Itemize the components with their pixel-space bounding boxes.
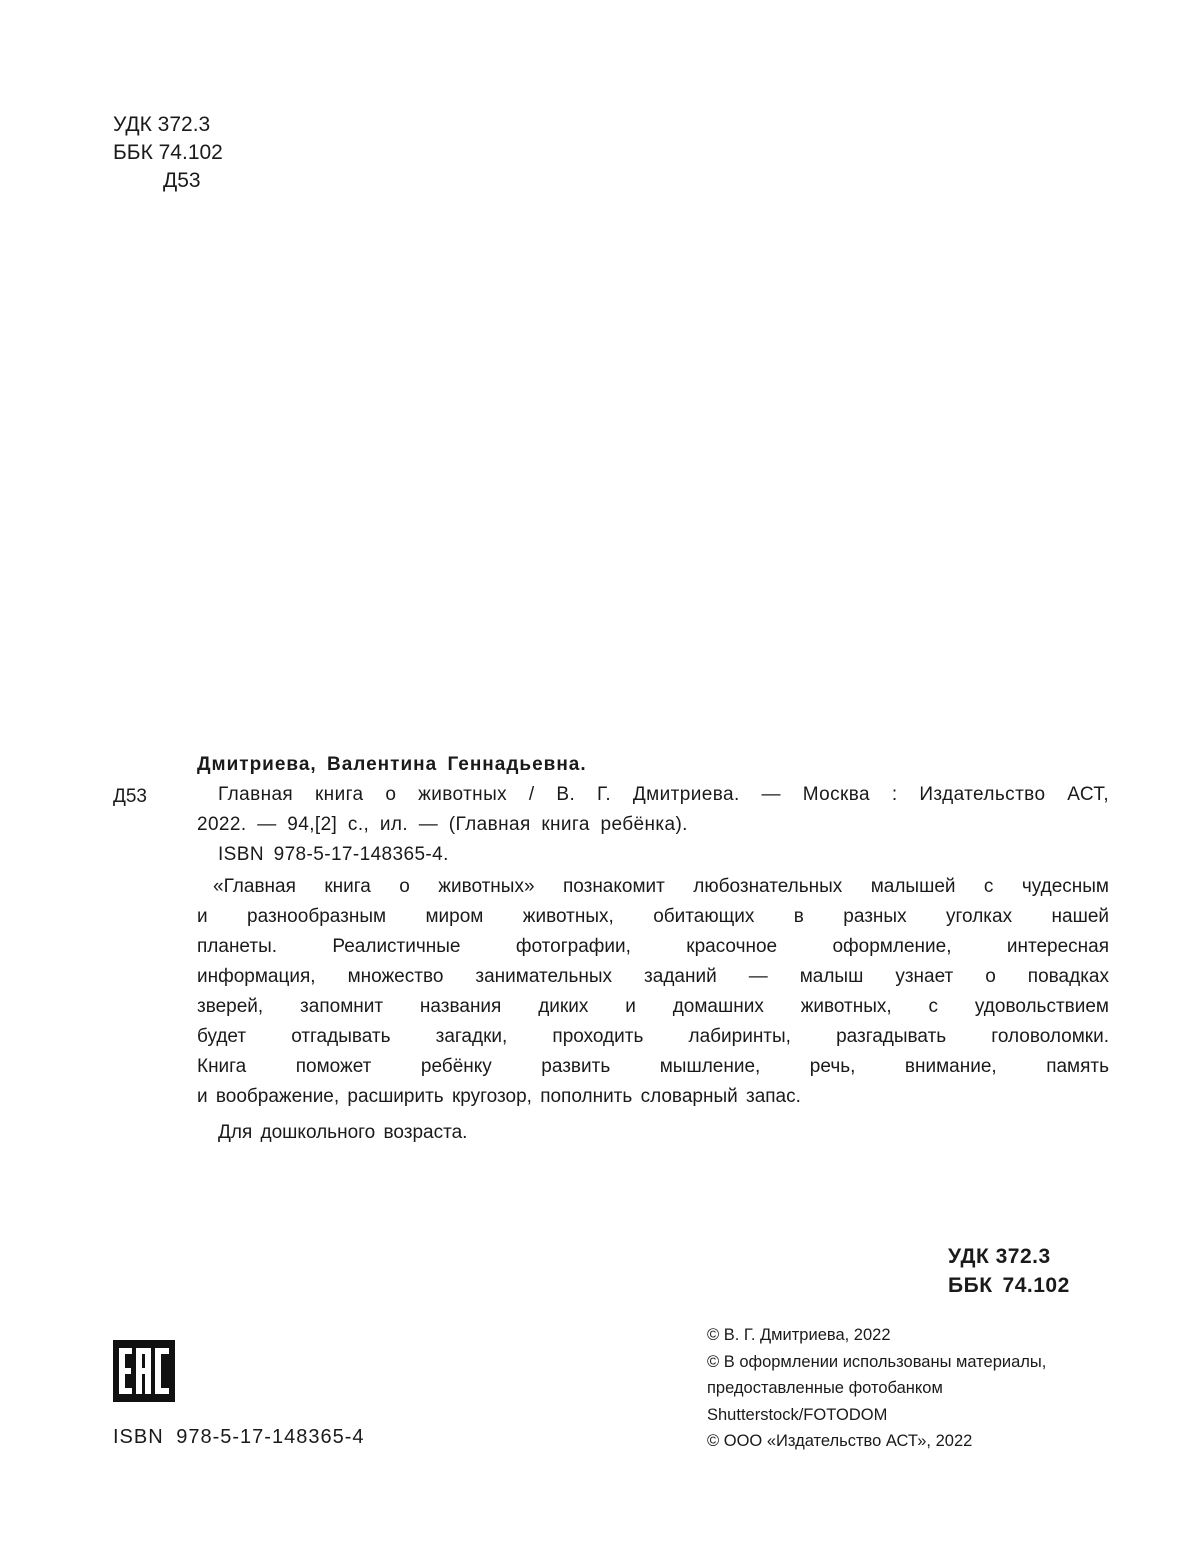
header-classification-codes (113, 111, 223, 195)
copyright-line: © В. Г. Дмитриева, 2022 (707, 1326, 891, 1344)
copyright-line: Shutterstock/FOTODOM (707, 1405, 888, 1424)
bbk-value: 74.102 (1002, 1274, 1070, 1297)
copyright-line: предоставленные фотобанком (707, 1379, 943, 1397)
annotation-line: зверей, запомнит названия диких и домашних животных, с удовольствием (197, 996, 1109, 1017)
title-line-1: Главная книга о животных / В. Г. Дмитриева. — Москва : Издательство АСТ, (218, 784, 1109, 805)
isbn-bottom: ISBN 978-5-17-148365-4 (113, 1426, 365, 1448)
udk-code-bold: УДК 372.3 (948, 1245, 1051, 1268)
udk-code: УДК 372.3 (113, 113, 211, 136)
copyright-line: © ООО «Издательство АСТ», 2022 (707, 1432, 973, 1450)
annotation-line: и разнообразным миром животных, обитающих в разных уголках нашей (197, 906, 1109, 927)
copyright-block (707, 1322, 1046, 1455)
annotation (197, 872, 1109, 1112)
title-line-2: 2022. — 94,[2] с., ил. — (Главная книга ребёнка). (197, 814, 688, 835)
author-mark: Д53 (163, 169, 201, 192)
annotation-line: Книга поможет ребёнку развить мышление, речь, внимание, память (197, 1056, 1109, 1077)
copyright-line: © В оформлении использованы материалы, (707, 1352, 1047, 1371)
eac-mark-glyph (113, 1340, 175, 1402)
annotation-line: будет отгадывать загадки, проходить лабиринты, разгадывать головоломки. (197, 1026, 1109, 1047)
catalog-author-mark: Д53 (113, 786, 148, 807)
bbk-code-bold (948, 1271, 1070, 1300)
annotation-line: и воображение, расширить кругозор, пополнить словарный запас. (197, 1086, 801, 1107)
annotation-line: «Главная книга о животных» познакомит любознательных малышей с чудесным (213, 876, 1109, 897)
bbk-code: ББК 74.102 (113, 141, 223, 164)
isbn-line: ISBN 978-5-17-148365-4. (218, 844, 449, 865)
annotation-line: информация, множество занимательных заданий — малыш узнает о повадках (197, 966, 1109, 987)
eac-certification-icon (113, 1340, 175, 1402)
author-name: Дмитриева, Валентина Геннадьевна. (197, 754, 587, 775)
footer-classification-codes (948, 1242, 1070, 1300)
audience-note: Для дошкольного возраста. (218, 1122, 468, 1143)
annotation-line: планеты. Реалистичные фотографии, красочное оформление, интересная (197, 936, 1109, 957)
bbk-label: ББК (948, 1274, 993, 1297)
catalog-card (197, 750, 1109, 1148)
